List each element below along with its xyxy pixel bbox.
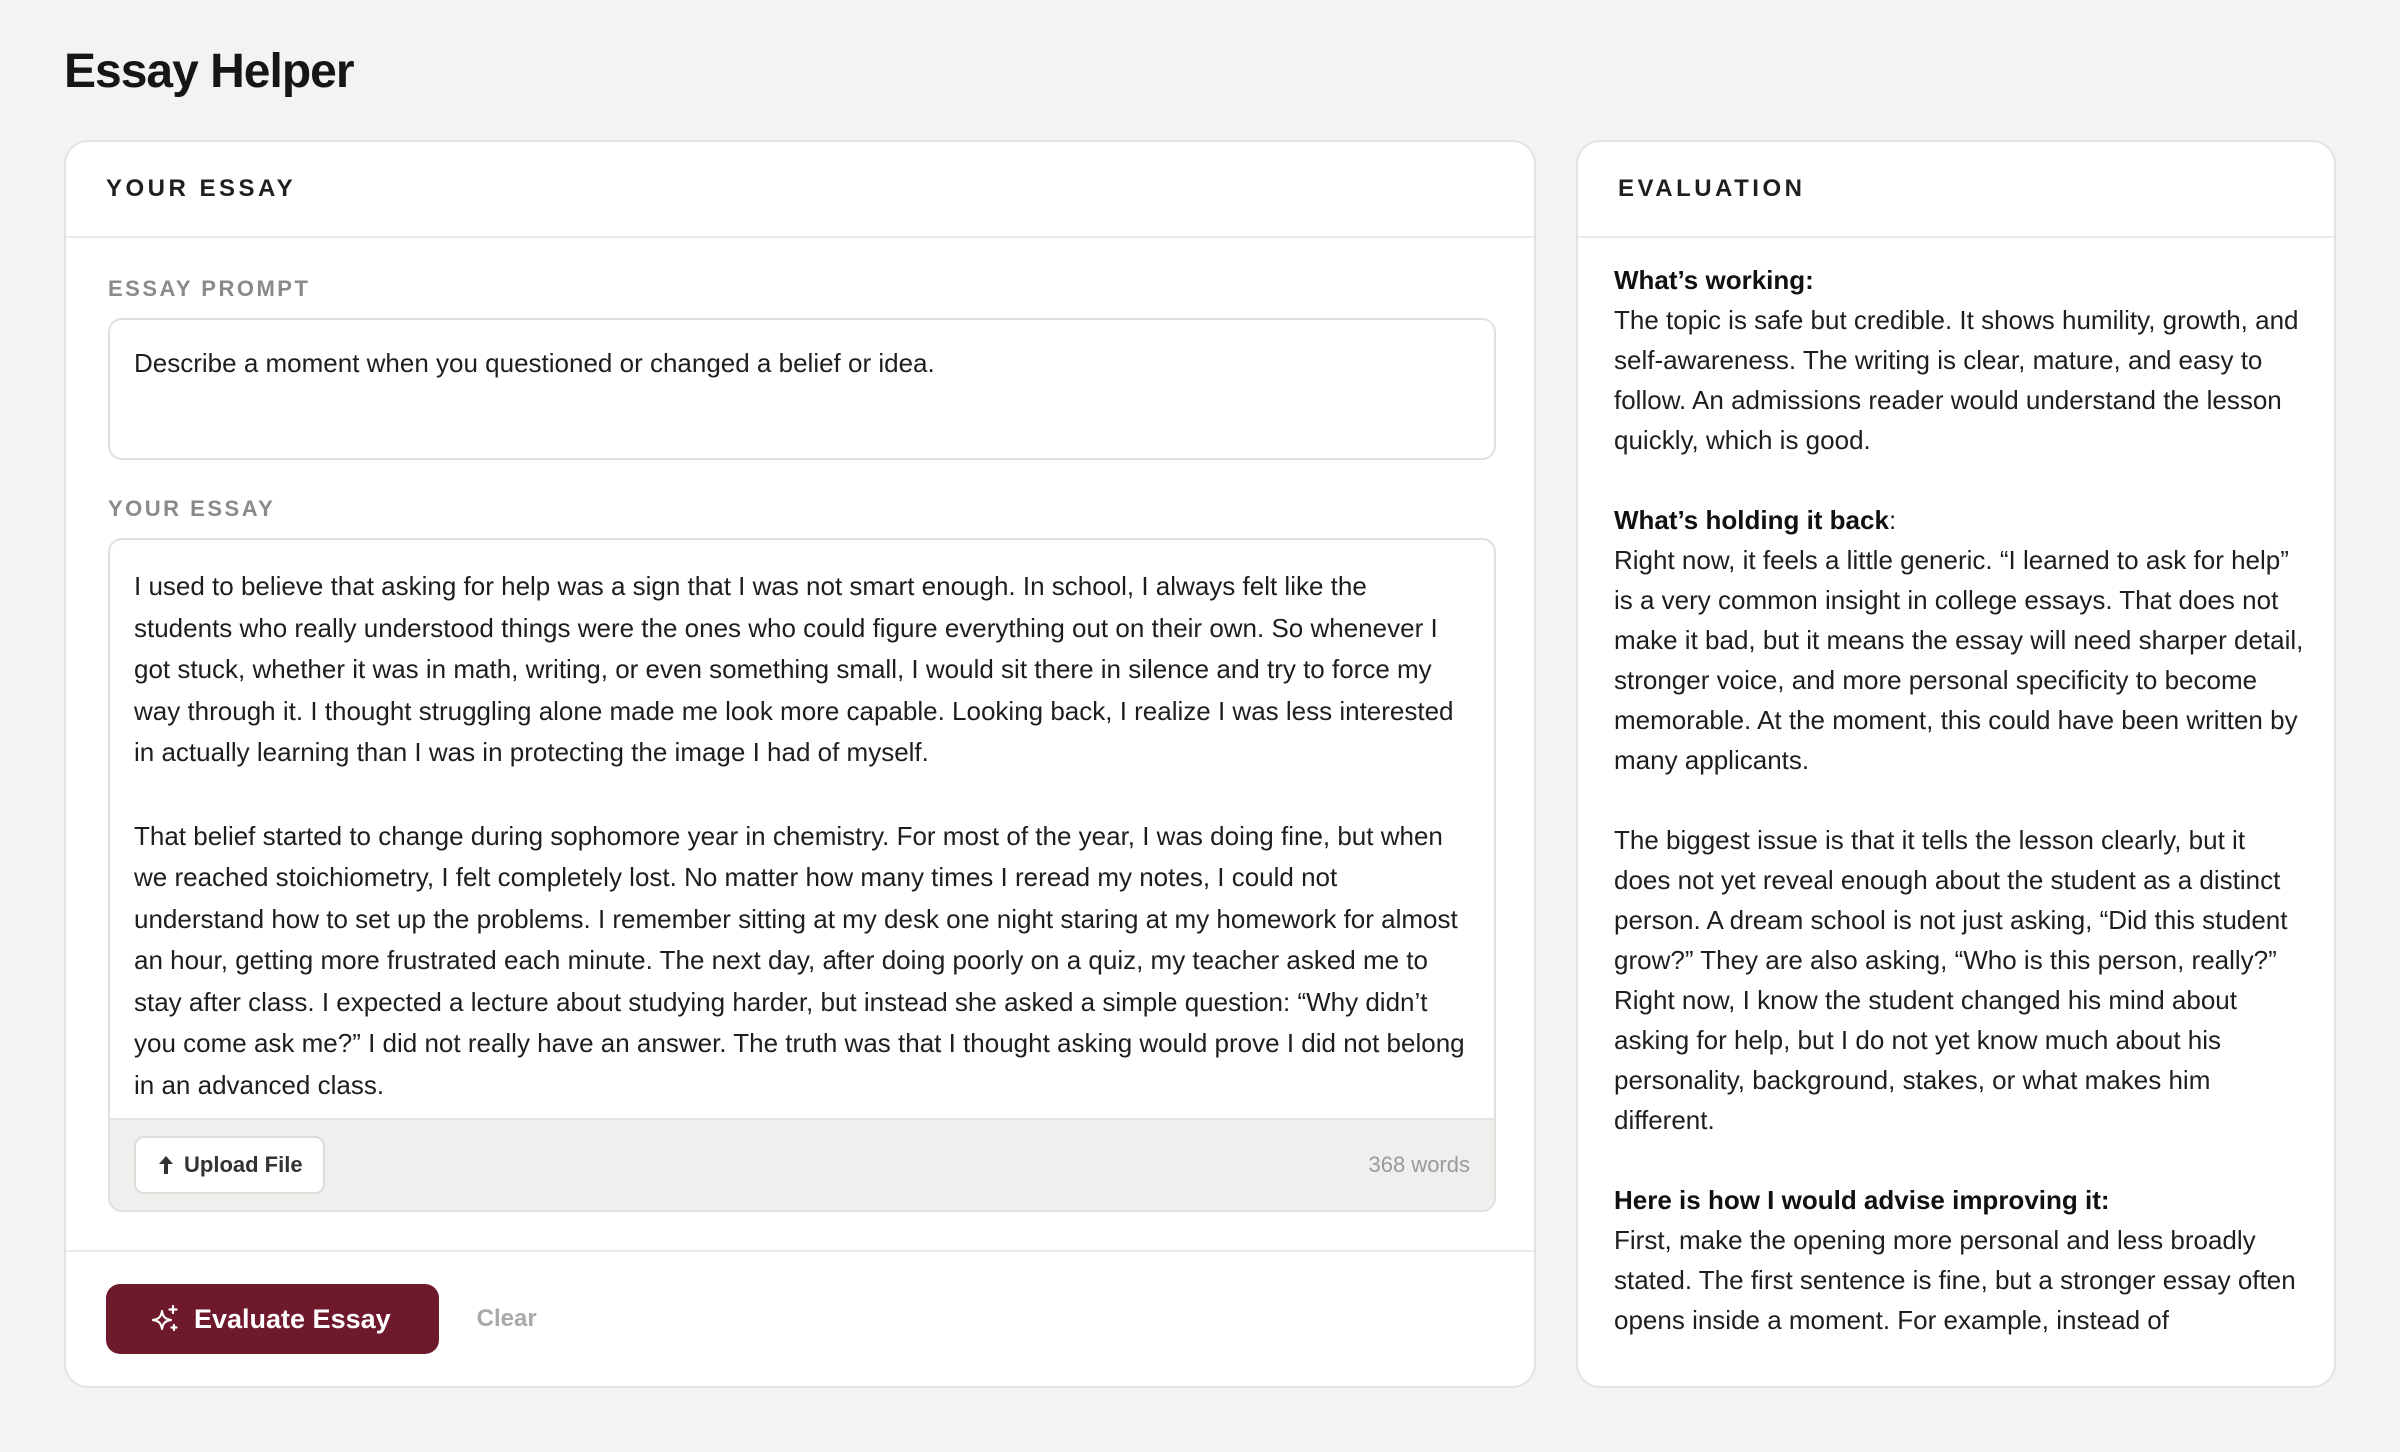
evaluate-essay-label: Evaluate Essay [194,1303,391,1334]
upload-file-button[interactable] [134,1136,325,1194]
action-bar [66,1250,1534,1386]
issue-paragraph: The biggest issue is that it tells the lesson clearly, but it does not yet reveal enough about the student as a distinct person. A dream school is not just asking, “Did this student grow?” They are also asking, “Who is this person, really?” Right now, I know the student changed his mind about asking for help, but I do not yet know much about his personality, background, stakes, or what makes him different. [1614,825,2288,1135]
sparkle-icon [150,1304,180,1334]
prompt-input[interactable]: Describe a moment when you questioned or changed a belief or idea. [108,318,1496,460]
prompt-label: ESSAY PROMPT [108,276,311,301]
evaluation-panel-header: EVALUATION [1578,142,2334,238]
essay-text[interactable] [110,540,1494,1112]
evaluate-essay-button[interactable] [106,1284,439,1354]
upload-arrow-icon [156,1154,176,1176]
evaluation-content [1578,238,2334,1386]
evaluation-panel [1576,140,2336,1388]
essay-textarea[interactable] [108,538,1496,1212]
word-count: 368 words [1368,1152,1470,1177]
advise-section [1614,1180,2304,1340]
holding-text: Right now, it feels a little generic. “I learned to ask for help” is a very common insight in college essays. That does not make it bad, but it means the essay will need sharper detail, stronger voice, and more personal specificity to become memorable. At the moment, this could have been written by many applicants. [1614,545,2304,775]
upload-file-label: Upload File [184,1152,303,1177]
essay-panel-header: YOUR ESSAY [66,142,1534,238]
essay-footer [110,1118,1494,1210]
working-heading: What’s working: [1614,265,1814,295]
holding-section [1614,500,2304,780]
essay-paragraph: I used to believe that asking for help was a sign that I was not smart enough. In school, I always felt like the students who really understood things were the ones who could figure everything out on their own. So whenever I got stuck, whether it was in math, writing, or even something small, I would sit there in silence and try to force my way through it. I thought struggling alone made me look more capable. Looking back, I realize I was less interested in actually learning than I was in protecting the image I had of myself. [134,571,1454,767]
advise-text: First, make the opening more personal and less broadly stated. The first sentence is fine, but a stronger essay often opens inside a moment. For example, instead of [1614,1225,2296,1335]
holding-heading: What’s holding it back [1614,505,1889,535]
holding-colon: : [1888,505,1897,535]
essay-label: YOUR ESSAY [108,496,276,521]
advise-heading: Here is how I would advise improving it: [1614,1185,2110,1215]
essay-paragraph: That belief started to change during sophomore year in chemistry. For most of the year, I was doing fine, but when we reached stoichiometry, I felt completely lost. No matter how many times I reread my notes, I could not understand how to set up the problems. I remember sitting at my desk one night staring at my homework for almost an hour, getting more frustrated each minute. The next day, after doing poorly on a quiz, my teacher asked me to stay after class. I expected a lecture about studying harder, but instead she asked a simple question: “Why didn’t you come ask me?” I did not really have an answer. The truth was that I thought asking would prove I did not belong in an advanced class. [134,820,1465,1100]
clear-button[interactable]: Clear [471,1304,543,1334]
essay-panel [64,140,1536,1388]
working-text: The topic is safe but credible. It shows humility, growth, and self-awareness. The writing is clear, mature, and easy to follow. An admissions reader would understand the lesson quickly, which is good. [1614,305,2299,455]
app-title: Essay Helper [64,45,354,98]
working-section [1614,260,2304,460]
